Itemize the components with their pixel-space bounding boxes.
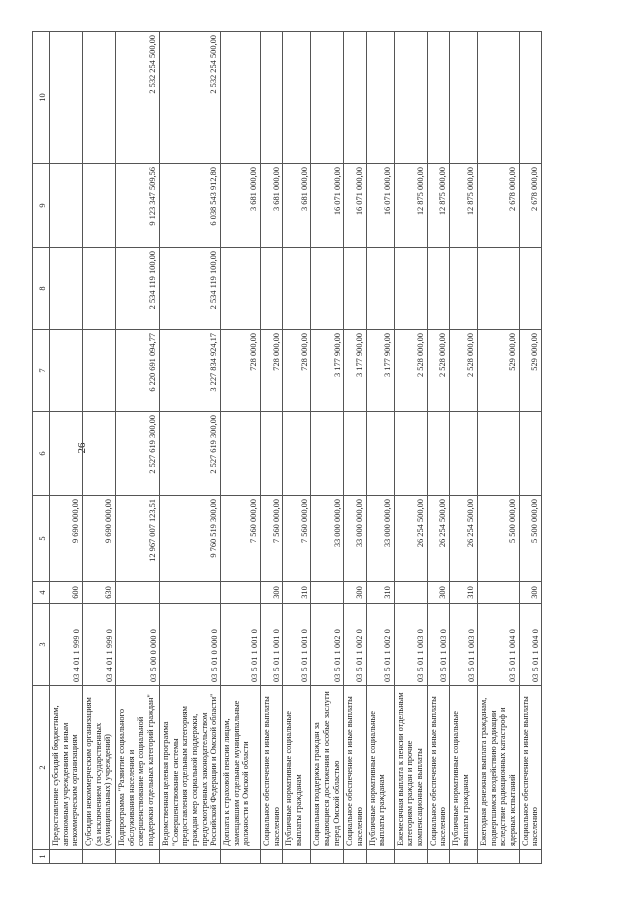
table-cell-col8: 2 534 119 100,00 (160, 248, 221, 330)
table-row (394, 32, 427, 864)
table-cell-col6 (394, 412, 427, 496)
table-cell-col2: Социальное обеспечение и иные выплаты населению (344, 686, 366, 850)
table-cell-col1 (50, 850, 83, 864)
table-cell-col9: 2 678 000,00 (477, 164, 519, 248)
table-cell-col5: 33 000 000,00 (311, 496, 344, 582)
table-cell-col5: 33 000 000,00 (344, 496, 366, 582)
table-cell-col9: 3 681 000,00 (260, 164, 282, 248)
table-cell-col2: Социальное обеспечение и иные выплаты населению (519, 686, 541, 850)
table-cell-col9: 12 875 000,00 (427, 164, 449, 248)
table-cell-col9: 16 071 000,00 (344, 164, 366, 248)
table-row (220, 32, 260, 864)
table-cell-col5: 5 500 000,00 (477, 496, 519, 582)
table-cell-col4: 300 (519, 582, 541, 604)
column-header: 4 (33, 582, 50, 604)
table-cell-col9: 3 681 000,00 (220, 164, 260, 248)
header-row (33, 32, 50, 864)
table-cell-col3: 03 4 01 1 999 0 (83, 604, 116, 686)
table-cell-col5: 7 560 000,00 (283, 496, 311, 582)
table-cell-col10 (449, 32, 477, 164)
table-cell-col4 (311, 582, 344, 604)
table-cell-col4 (394, 582, 427, 604)
table-cell-col10 (366, 32, 394, 164)
table-cell-col7: 2 528 000,00 (394, 330, 427, 412)
table-cell-col1 (83, 850, 116, 864)
table-cell-col4: 300 (344, 582, 366, 604)
table-cell-col8 (394, 248, 427, 330)
table-cell-col1 (519, 850, 541, 864)
table-cell-col8 (260, 248, 282, 330)
table-cell-col5: 5 500 000,00 (519, 496, 541, 582)
table-cell-col10: 2 532 254 500,00 (160, 32, 221, 164)
table-row (366, 32, 394, 864)
table-cell-col6 (427, 412, 449, 496)
table-cell-col1 (477, 850, 519, 864)
table-cell-col7: 728 000,00 (220, 330, 260, 412)
table-row (311, 32, 344, 864)
table-cell-col8 (519, 248, 541, 330)
table-cell-col2: Социальная поддержка граждан за выдающиеся достижения и особые заслуги перед Омской областью (311, 686, 344, 850)
table-cell-col9: 16 071 000,00 (366, 164, 394, 248)
table-cell-col7: 529 000,00 (477, 330, 519, 412)
table-cell-col8 (449, 248, 477, 330)
table-cell-col3: 03 5 01 0 000 0 (160, 604, 221, 686)
table-cell-col8 (283, 248, 311, 330)
table-cell-col3: 03 5 01 1 003 0 (394, 604, 427, 686)
table-cell-col4: 300 (427, 582, 449, 604)
table-cell-col4: 310 (449, 582, 477, 604)
column-header: 2 (33, 686, 50, 850)
table-cell-col8 (83, 248, 116, 330)
table-row (83, 32, 116, 864)
table-cell-col2: Субсидии некоммерческим организациям (за исключением государственных (муниципальных) учреждений) (83, 686, 116, 850)
table-cell-col10 (220, 32, 260, 164)
table-cell-col8 (366, 248, 394, 330)
table-cell-col6 (50, 412, 83, 496)
table-cell-col9: 12 875 000,00 (449, 164, 477, 248)
table-cell-col3: 03 4 01 1 999 0 (50, 604, 83, 686)
table-cell-col4: 310 (366, 582, 394, 604)
table-cell-col10 (283, 32, 311, 164)
table-row (116, 32, 160, 864)
table-cell-col7: 6 220 691 094,77 (116, 330, 160, 412)
table-cell-col9: 2 678 000,00 (519, 164, 541, 248)
table-row (283, 32, 311, 864)
table-cell-col1 (260, 850, 282, 864)
table-cell-col5: 9 760 519 300,00 (160, 496, 221, 582)
table-cell-col1 (283, 850, 311, 864)
table-cell-col10 (50, 32, 83, 164)
page-number: 26 (76, 442, 88, 454)
table-cell-col6 (344, 412, 366, 496)
table-cell-col2: Публичные нормативные социальные выплаты гражданам (449, 686, 477, 850)
table-cell-col6 (366, 412, 394, 496)
table-cell-col3: 03 5 01 1 003 0 (449, 604, 477, 686)
table-cell-col6 (283, 412, 311, 496)
table-cell-col3: 03 5 01 1 003 0 (427, 604, 449, 686)
table-cell-col4: 630 (83, 582, 116, 604)
table-cell-col3: 03 5 01 1 004 0 (477, 604, 519, 686)
column-header: 3 (33, 604, 50, 686)
table-cell-col8 (220, 248, 260, 330)
table-cell-col8 (477, 248, 519, 330)
table-cell-col7: 2 528 000,00 (427, 330, 449, 412)
table-cell-col2: Доплата к страховой пенсии лицам, замещавшим отдельные муниципальные должности в Омской области (220, 686, 260, 850)
table-cell-col1 (344, 850, 366, 864)
table-cell-col2: Социальное обеспечение и иные выплаты населению (427, 686, 449, 850)
table-row (519, 32, 541, 864)
table-cell-col2: Публичные нормативные социальные выплаты гражданам (283, 686, 311, 850)
table-cell-col3: 03 5 01 1 002 0 (366, 604, 394, 686)
table-cell-col6: 2 527 619 300,00 (160, 412, 221, 496)
table-cell-col4: 600 (50, 582, 83, 604)
table-cell-col5: 9 690 000,00 (50, 496, 83, 582)
table-cell-col1 (160, 850, 221, 864)
column-header: 1 (33, 850, 50, 864)
table-cell-col2: Ежемесячная выплата к пенсии отдельным категориям граждан и прочие компенсационные выплаты (394, 686, 427, 850)
column-header: 9 (33, 164, 50, 248)
table-cell-col10 (83, 32, 116, 164)
table-cell-col6 (519, 412, 541, 496)
table-cell-col7: 2 528 000,00 (449, 330, 477, 412)
table-cell-col7 (83, 330, 116, 412)
table-cell-col9: 6 038 543 912,80 (160, 164, 221, 248)
table-cell-col7: 3 177 900,00 (366, 330, 394, 412)
table-cell-col4: 300 (260, 582, 282, 604)
table-cell-col3: 03 5 01 1 002 0 (344, 604, 366, 686)
table-cell-col10 (519, 32, 541, 164)
table-cell-col5: 12 967 007 123,51 (116, 496, 160, 582)
table-cell-col10: 2 532 254 500,00 (116, 32, 160, 164)
table-cell-col3: 03 5 01 1 001 0 (220, 604, 260, 686)
table-row (50, 32, 83, 864)
column-header: 10 (33, 32, 50, 164)
table-cell-col7: 728 000,00 (260, 330, 282, 412)
table-row (427, 32, 449, 864)
table-cell-col5: 26 254 500,00 (427, 496, 449, 582)
table-cell-col10 (394, 32, 427, 164)
column-header: 6 (33, 412, 50, 496)
table-cell-col10 (427, 32, 449, 164)
table-cell-col4 (160, 582, 221, 604)
column-header: 8 (33, 248, 50, 330)
budget-table (32, 31, 542, 864)
table-cell-col4 (116, 582, 160, 604)
table-cell-col8: 2 534 119 100,00 (116, 248, 160, 330)
table-cell-col10 (477, 32, 519, 164)
table-cell-col10 (344, 32, 366, 164)
table-cell-col1 (366, 850, 394, 864)
table-row (344, 32, 366, 864)
table-cell-col5: 26 254 500,00 (449, 496, 477, 582)
table-cell-col7: 728 000,00 (283, 330, 311, 412)
table-cell-col5: 9 690 000,00 (83, 496, 116, 582)
table-cell-col2: Предоставление субсидий бюджетным, автономным учреждениям и иным некоммерческим организациям (50, 686, 83, 850)
table-cell-col6: 2 527 619 300,00 (116, 412, 160, 496)
table-row (477, 32, 519, 864)
column-header: 5 (33, 496, 50, 582)
table-cell-col6 (477, 412, 519, 496)
table-row (449, 32, 477, 864)
table-cell-col3: 03 5 01 1 001 0 (260, 604, 282, 686)
table-cell-col9: 3 681 000,00 (283, 164, 311, 248)
table-cell-col1 (427, 850, 449, 864)
table-cell-col9 (83, 164, 116, 248)
table-cell-col5: 26 254 500,00 (394, 496, 427, 582)
table-cell-col9: 16 071 000,00 (311, 164, 344, 248)
table-cell-col2: Подпрограмма "Развитие социального обслуживания населения и совершенствование мер социальной поддержки отдельных категорий граждан" (116, 686, 160, 850)
table-cell-col6 (449, 412, 477, 496)
table-row (160, 32, 221, 864)
table-cell-col3: 03 5 01 1 004 0 (519, 604, 541, 686)
table-cell-col10 (260, 32, 282, 164)
table-cell-col1 (311, 850, 344, 864)
table-cell-col8 (311, 248, 344, 330)
table-cell-col2: Социальное обеспечение и иные выплаты населению (260, 686, 282, 850)
table-cell-col7: 3 227 834 924,17 (160, 330, 221, 412)
table-cell-col2: Ведомственная целевая программа "Совершенствование системы предоставления отдельным категориям граждан мер социальной поддержки, предусмотренных законодательством Российской Федерации и Омской области" (160, 686, 221, 850)
column-header: 7 (33, 330, 50, 412)
table-cell-col6 (83, 412, 116, 496)
table-cell-col9 (50, 164, 83, 248)
table-row (260, 32, 282, 864)
table-cell-col6 (220, 412, 260, 496)
table-cell-col8 (427, 248, 449, 330)
table-cell-col5: 7 560 000,00 (220, 496, 260, 582)
table-cell-col7: 529 000,00 (519, 330, 541, 412)
table-cell-col2: Ежегодная денежная выплата гражданам, подвергшимся воздействию радиации вследствие радиационных катастроф и ядерных испытаний (477, 686, 519, 850)
table-cell-col4 (477, 582, 519, 604)
table-cell-col2: Публичные нормативные социальные выплаты гражданам (366, 686, 394, 850)
table-cell-col7 (50, 330, 83, 412)
budget-table-sheet (32, 32, 636, 864)
table-cell-col5: 33 000 000,00 (366, 496, 394, 582)
table-cell-col9: 12 875 000,00 (394, 164, 427, 248)
table-cell-col3: 03 5 01 1 001 0 (283, 604, 311, 686)
table-cell-col7: 3 177 900,00 (344, 330, 366, 412)
table-cell-col6 (260, 412, 282, 496)
table-cell-col1 (449, 850, 477, 864)
table-cell-col1 (116, 850, 160, 864)
table-cell-col4 (220, 582, 260, 604)
table-cell-col7: 3 177 900,00 (311, 330, 344, 412)
table-cell-col8 (344, 248, 366, 330)
table-cell-col5: 7 560 000,00 (260, 496, 282, 582)
table-cell-col6 (311, 412, 344, 496)
table-cell-col9: 9 123 347 509,56 (116, 164, 160, 248)
table-cell-col3: 03 5 00 0 000 0 (116, 604, 160, 686)
table-cell-col1 (220, 850, 260, 864)
table-cell-col8 (50, 248, 83, 330)
table-cell-col3: 03 5 01 1 002 0 (311, 604, 344, 686)
table-cell-col1 (394, 850, 427, 864)
table-cell-col10 (311, 32, 344, 164)
table-cell-col4: 310 (283, 582, 311, 604)
